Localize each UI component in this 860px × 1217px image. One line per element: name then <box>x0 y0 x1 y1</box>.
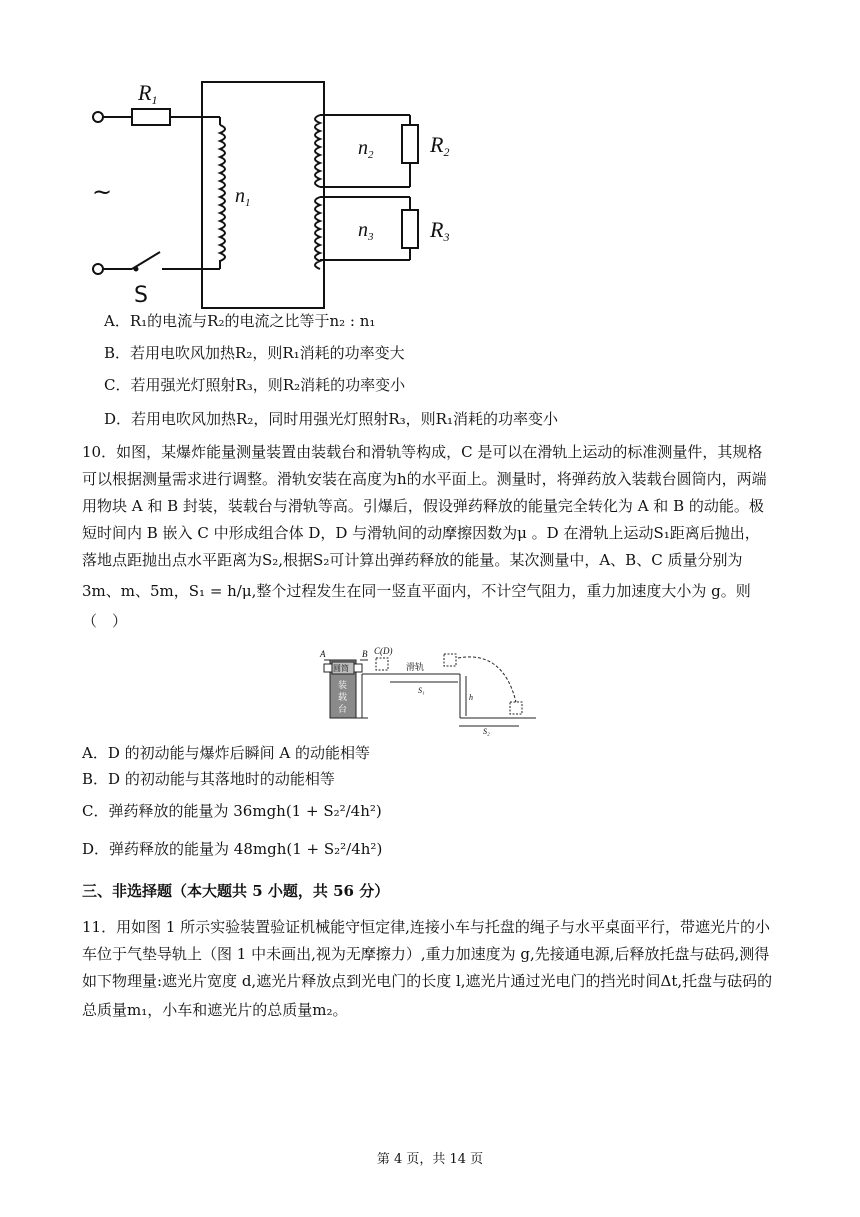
q11-line-2: 车位于气垫导轨上（图 1 中未画出,视为无摩擦力）,重力加速度为 g,先接通电源,后释放托盘与砝码,测得 <box>82 945 770 963</box>
q9-option-d: D．若用电吹风加热R₂，同时用强光灯照射R₃，则R₁消耗的功率变小 <box>104 410 558 428</box>
r3-label: R3 <box>430 217 450 244</box>
q9-option-c: C．若用强光灯照射R₃，则R₂消耗的功率变小 <box>104 376 406 394</box>
n2-label: $n_2$ <box>358 137 374 161</box>
q10-line-4: 短时间内 B 嵌入 C 中形成组合体 D，D 与滑轨间的动摩擦因数为μ 。D 在滑轨上运动S₁距离后抛出， <box>82 524 760 542</box>
n1-label: $n_1$ <box>235 185 251 209</box>
platform-label-1: 装 <box>338 680 348 690</box>
cylinder-label: 圆筒 <box>333 664 349 673</box>
explosion-apparatus-figure <box>318 640 540 722</box>
q10-line-6: 3m、m、5m，S₁ = h/μ,整个过程发生在同一竖直平面内，不计空气阻力，重力加速度大小为 g。则 <box>82 582 751 600</box>
q10-option-d: D．弹药释放的能量为 48mgh(1 + S₂²/4h²) <box>82 840 383 858</box>
q11-line-1: 11．用如图 1 所示实验装置验证机械能守恒定律,连接小车与托盘的绳子与水平桌面平行，带遮光片的小 <box>82 918 770 936</box>
platform-label-3: 台 <box>338 704 348 714</box>
q10-line-5: 落地点距抛出点水平距离为S₂,根据S₂可计算出弹药释放的能量。某次测量中，A、B、C 质量分别为 <box>82 551 743 569</box>
block-a-label: A <box>320 649 326 659</box>
q10-option-c: C．弹药释放的能量为 36mgh(1 + S₂²/4h²) <box>82 802 382 820</box>
q10-option-b: B．D 的初动能与其落地时的动能相等 <box>82 770 335 788</box>
ac-source-symbol: ~ <box>92 178 113 206</box>
s2-label: S₂ <box>483 727 490 736</box>
switch-label: S <box>134 283 148 308</box>
section-3-heading: 三、非选择题（本大题共 5 小题，共 56 分） <box>82 882 390 900</box>
q10-line-3: 用物块 A 和 B 封装，装载台与滑轨等高。引爆后，假设弹药释放的能量完全转化为 A 和 B 的动能。极 <box>82 497 764 515</box>
q10-option-a: A．D 的初动能与爆炸后瞬间 A 的动能相等 <box>82 744 371 762</box>
s2-dimension <box>455 720 535 736</box>
block-cd-label: C(D) <box>374 646 393 656</box>
q9-option-b: B．若用电吹风加热R₂，则R₁消耗的功率变大 <box>104 344 405 362</box>
h-label: h <box>469 693 473 702</box>
n3-label: $n_3$ <box>358 219 374 243</box>
q10-line-2: 可以根据测量需求进行调整。滑轨安装在高度为h的水平面上。测量时，将弹药放入装载台圆筒内，两端 <box>82 470 767 488</box>
page-footer: 第 4 页，共 14 页 <box>376 1152 484 1167</box>
rail-label: 滑轨 <box>406 662 425 672</box>
r1-label: R1 <box>138 80 158 107</box>
block-b-label: B <box>362 649 368 659</box>
q11-line-3: 如下物理量:遮光片宽度 d,遮光片释放点到光电门的长度 l,遮光片通过光电门的挡光时间Δt,托盘与砝码的 <box>82 972 773 990</box>
transformer-circuit-figure <box>80 70 480 310</box>
q10-line-7: （ ） <box>82 612 128 630</box>
r2-label: R2 <box>430 132 450 159</box>
s1-label: S₁ <box>418 686 425 695</box>
platform-label-2: 载 <box>338 692 348 702</box>
q11-line-4: 总质量m₁，小车和遮光片的总质量m₂。 <box>82 1001 348 1019</box>
q10-line-1: 10．如图，某爆炸能量测量装置由装载台和滑轨等构成，C 是可以在滑轨上运动的标准测量件，其规格 <box>82 443 763 461</box>
q9-option-a: A．R₁的电流与R₂的电流之比等于n₂ : n₁ <box>104 312 376 330</box>
